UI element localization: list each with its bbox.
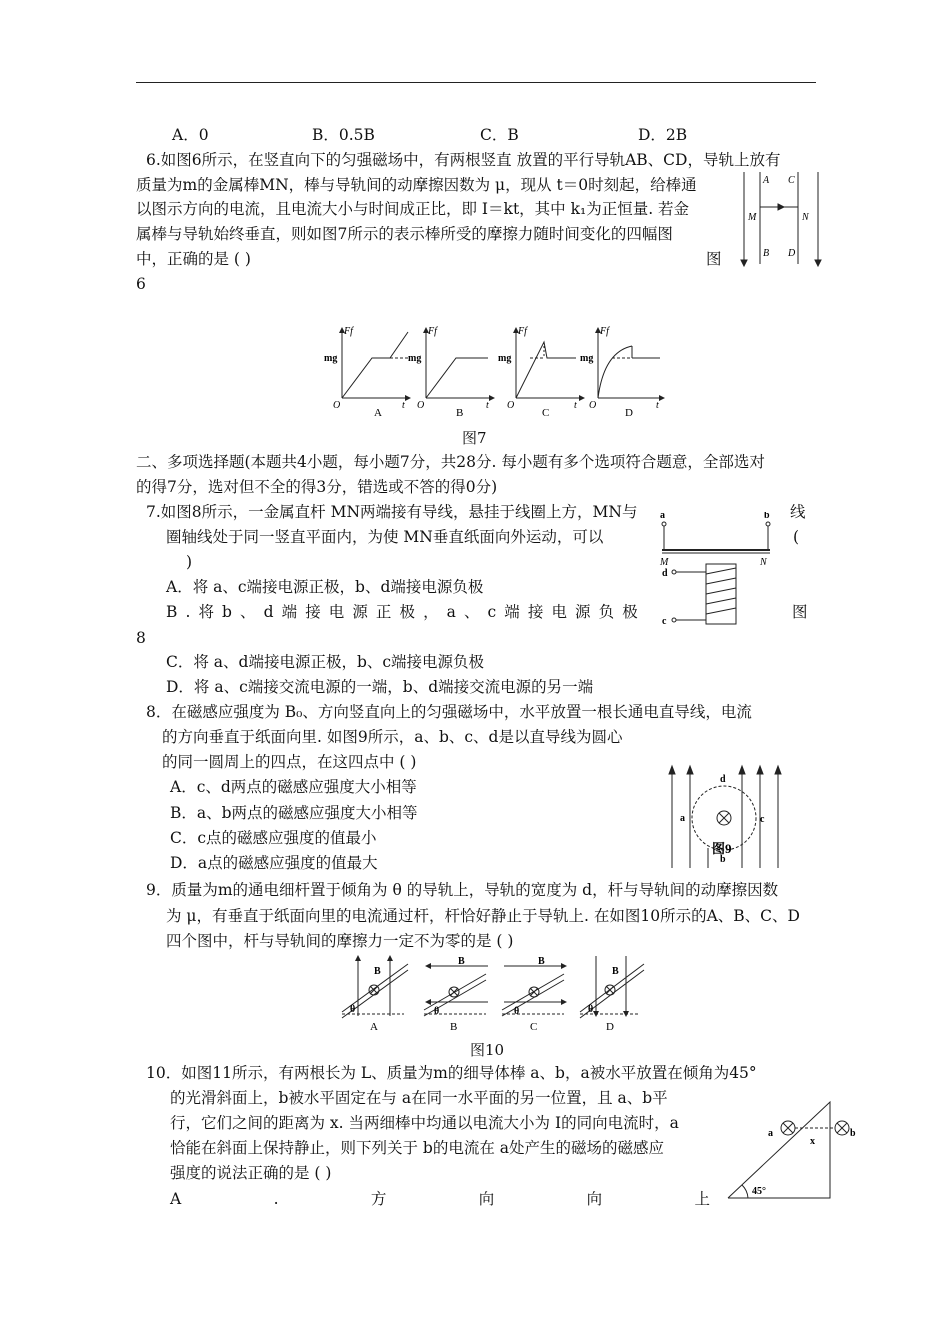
- fig7-c-o: O: [507, 400, 515, 411]
- q7-line-3: ): [186, 553, 193, 571]
- q10-line-3: 行，它们之间的距离为 x. 当两细棒中均通以电流大小为 I的同向电流时，a: [170, 1114, 679, 1132]
- fig10-c-label: C: [530, 1021, 538, 1032]
- q7-option-b-char: 极: [399, 603, 416, 621]
- q5-option-c: C．B: [480, 126, 519, 144]
- q10-line-2: 的光滑斜面上，b被水平固定在与 a在同一水平面的另一位置，且 a、b平: [170, 1089, 668, 1107]
- q10-line-1: 10．如图11所示，有两根长为 L、质量为m的细导体棒 a、b，a被水平放置在倾角为45°: [146, 1064, 757, 1082]
- fig6-label-n: N: [802, 212, 809, 223]
- fig7-a-label: A: [374, 407, 382, 419]
- fig8-label-n: N: [760, 557, 767, 568]
- q6-fig-ref-b: 6: [136, 275, 146, 293]
- fig9-caption: 图9: [712, 841, 732, 856]
- fig7-c-label: C: [542, 407, 550, 419]
- q7-line-1-tail: 线: [790, 503, 806, 521]
- q10-option-a-char: 向: [478, 1190, 495, 1208]
- fig8-label-d: d: [662, 568, 668, 579]
- fig7-d-mg: mg: [580, 353, 594, 364]
- q6-line-2: 质量为m的金属棒MN，棒与导轨间的动摩擦因数为 μ，现从 t＝0时刻起，给棒通: [136, 176, 697, 194]
- q8-option-b: B．a、b两点的磁感应强度大小相等: [170, 804, 418, 822]
- fig9-label-b: b: [720, 854, 726, 865]
- q7-option-b-char: b: [222, 603, 232, 621]
- q7-option-b-char: ，: [423, 603, 439, 621]
- fig7-d-o: O: [589, 400, 597, 411]
- q6-line-5: 中，正确的是 ( ): [136, 250, 251, 268]
- section2-line-1: 二、多项选择题(本题共4小题，每小题7分，共28分. 每小题有多个选项符合题意，全部选对: [136, 453, 765, 471]
- fig6-label-m: M: [748, 212, 757, 223]
- q8-option-d: D．a点的磁感应强度的值最大: [170, 854, 378, 872]
- fig7-b-mg: mg: [408, 353, 422, 364]
- q7-option-b-tail: 图: [792, 603, 808, 621]
- fig8-label-m: M: [660, 557, 669, 568]
- fig6-label-b: B: [763, 248, 770, 259]
- fig9-label-a: a: [680, 813, 685, 824]
- q7-option-b-char: 极: [622, 603, 638, 621]
- q7-option-b-char: a: [446, 603, 456, 621]
- q9-line-2: 为 μ，有垂直于纸面向里的电流通过杆，杆恰好静止于导轨上. 在如图10所示的A、B、C、D: [166, 907, 800, 925]
- fig10-d-b: B: [612, 966, 619, 977]
- fig10-d-theta: θ: [588, 1004, 594, 1015]
- fig7-a-o: O: [333, 400, 341, 411]
- fig7-a-mg: mg: [324, 353, 338, 364]
- figure-11: [724, 1098, 858, 1204]
- q8-line-2: 的方向垂直于纸面向里. 如图9所示，a、b、c、d是以直导线为圆心: [162, 728, 623, 746]
- q7-option-b-char: 接: [305, 603, 321, 621]
- q7-option-b-char: 、: [463, 603, 480, 621]
- figure-8: [652, 512, 782, 632]
- q5-option-b: B．0.5B: [312, 126, 375, 144]
- q10-option-a-char: 向: [586, 1190, 603, 1208]
- q6-line-4: 属棒与导轨始终垂直，则如图7所示的表示棒所受的摩擦力随时间变化的四幅图: [136, 225, 673, 243]
- q7-option-b-char: c: [487, 603, 497, 621]
- fig10-a-theta: θ: [350, 1004, 356, 1015]
- q7-option-c: C．将 a、d端接电源正极，b、c端接电源负极: [166, 653, 485, 671]
- fig7-graph-b: [426, 328, 494, 398]
- q5-option-d: D．2B: [638, 126, 688, 144]
- fig11-label-b: b: [850, 1128, 856, 1139]
- fig10-a-label: A: [370, 1021, 378, 1032]
- header-rule: [136, 82, 816, 83]
- fig10-b-theta: θ: [434, 1006, 440, 1017]
- fig11-label-a: a: [768, 1128, 773, 1139]
- fig6-label-c: C: [788, 175, 795, 186]
- q7-line-2-tail: (: [793, 528, 800, 546]
- fig8-label-b: b: [764, 512, 770, 521]
- fig7-graph-d: [598, 328, 664, 398]
- fig10-d-label: D: [606, 1021, 614, 1032]
- q8-line-3: 的同一圆周上的四点，在这四点中 ( ): [162, 753, 417, 771]
- fig7-a-ff: Ff: [344, 326, 353, 337]
- fig8-label-c: c: [662, 616, 667, 627]
- fig6-label-a: A: [763, 175, 770, 186]
- q7-option-b: [166, 602, 638, 622]
- q7-option-b-char: .: [185, 603, 191, 621]
- q7-option-b-char: 源: [575, 603, 591, 621]
- fig10-caption: 图10: [470, 1041, 505, 1059]
- fig9-label-d: d: [720, 774, 726, 785]
- q7-option-b-char: 电: [328, 603, 345, 621]
- fig7-d-label: D: [625, 407, 633, 419]
- q8-option-a: A．c、d两点的磁感应强度大小相等: [170, 778, 417, 796]
- fig11-label-angle: 45°: [752, 1186, 766, 1197]
- fig7-d-ff: Ff: [600, 326, 609, 337]
- q7-option-b-char: 端: [281, 603, 298, 621]
- fig9-label-c: c: [760, 814, 765, 825]
- q10-option-a-char: 方: [370, 1190, 387, 1208]
- q10-option-a: [170, 1189, 710, 1209]
- fig7-c-ff: Ff: [518, 326, 527, 337]
- q7-option-b-char: 源: [352, 603, 368, 621]
- fig6-label-d: D: [788, 248, 796, 259]
- section2-line-2: 的得7分，选对但不全的得3分，错选或不答的得0分): [136, 478, 498, 496]
- q7-option-a: A．将 a、c端接电源正极，b、d端接电源负极: [166, 578, 484, 596]
- q6-line-1: 6.如图6所示，在竖直向下的匀强磁场中，有两根竖直 放置的平行导轨AB、CD，导轨上放有: [146, 151, 781, 169]
- q5-option-a: A．0: [172, 126, 209, 144]
- q7-option-b-char: B: [166, 603, 178, 621]
- q7-option-b-char: 、: [240, 603, 256, 621]
- q7-option-b-char: 端: [504, 603, 520, 621]
- q7-option-b-char: d: [263, 603, 274, 621]
- q6-line-3: 以图示方向的电流，且电流大小与时间成正比，即 I＝kt，其中 k₁为正恒量. 若金: [136, 200, 690, 218]
- fig7-c-t: t: [574, 400, 577, 411]
- figure-6: [738, 168, 824, 270]
- fig10-c-theta: θ: [514, 1006, 520, 1017]
- q8-line-1: 8．在磁感应强度为 B₀、方向竖直向上的匀强磁场中，水平放置一根长通电直导线，电流: [146, 703, 752, 721]
- fig10-c-b: B: [538, 956, 545, 967]
- q9-line-3: 四个图中，杆与导轨间的摩擦力一定不为零的是 ( ): [166, 932, 514, 950]
- figure-9: [662, 762, 788, 872]
- fig7-b-o: O: [417, 400, 425, 411]
- q7-option-b-char: 正: [375, 603, 392, 621]
- q7-line-1: 7.如图8所示，一金属直杆 MN两端接有导线，悬挂于线圈上方，MN与: [146, 503, 638, 521]
- q10-option-a-char: A: [170, 1190, 182, 1208]
- fig7-b-t: t: [486, 400, 489, 411]
- fig10-c: [502, 966, 566, 1016]
- q10-line-5: 强度的说法正确的是 ( ): [170, 1164, 332, 1182]
- fig7-b-ff: Ff: [428, 326, 437, 337]
- q7-option-b-char: 负: [598, 603, 615, 621]
- fig7-graph-a: [342, 328, 410, 398]
- fig11-label-x: x: [810, 1136, 815, 1147]
- figure-7: [322, 322, 666, 422]
- fig7-b-label: B: [456, 407, 464, 419]
- fig10-b-b: B: [458, 956, 465, 967]
- q7-option-d: D．将 a、c端接交流电源的一端，b、d端接交流电源的另一端: [166, 678, 594, 696]
- q8-option-c: C．c点的磁感应强度的值最小: [170, 829, 377, 847]
- q10-option-a-char: .: [273, 1190, 279, 1208]
- fig7-graph-c: [516, 328, 584, 398]
- fig7-c-mg: mg: [498, 353, 512, 364]
- q10-line-4: 恰能在斜面上保持静止，则下列关于 b的电流在 a处产生的磁场的磁感应: [170, 1139, 665, 1157]
- q7-option-b-char: 电: [551, 603, 567, 621]
- fig10-b-label: B: [450, 1021, 458, 1032]
- fig8-label-a: a: [660, 512, 665, 521]
- q10-option-a-char: 上: [694, 1190, 710, 1208]
- q7-option-b-char: 将: [198, 603, 214, 621]
- fig10-a-b: B: [374, 966, 381, 977]
- fig7-d-t: t: [656, 400, 659, 411]
- q7-line-2: 圈轴线处于同一竖直平面内，为使 MN垂直纸面向外运动，可以: [166, 528, 604, 546]
- fig7-caption: 图7: [462, 429, 487, 447]
- figure-10: [338, 952, 648, 1032]
- q6-fig-ref-a: 图: [706, 250, 722, 268]
- q9-line-1: 9．质量为m的通电细杆置于倾角为 θ 的导轨上，导轨的宽度为 d，杆与导轨间的动摩擦因数: [146, 881, 779, 899]
- q7-option-b-char: 接: [527, 603, 544, 621]
- fig7-a-t: t: [402, 400, 405, 411]
- q7-option-b-num: 8: [136, 629, 146, 647]
